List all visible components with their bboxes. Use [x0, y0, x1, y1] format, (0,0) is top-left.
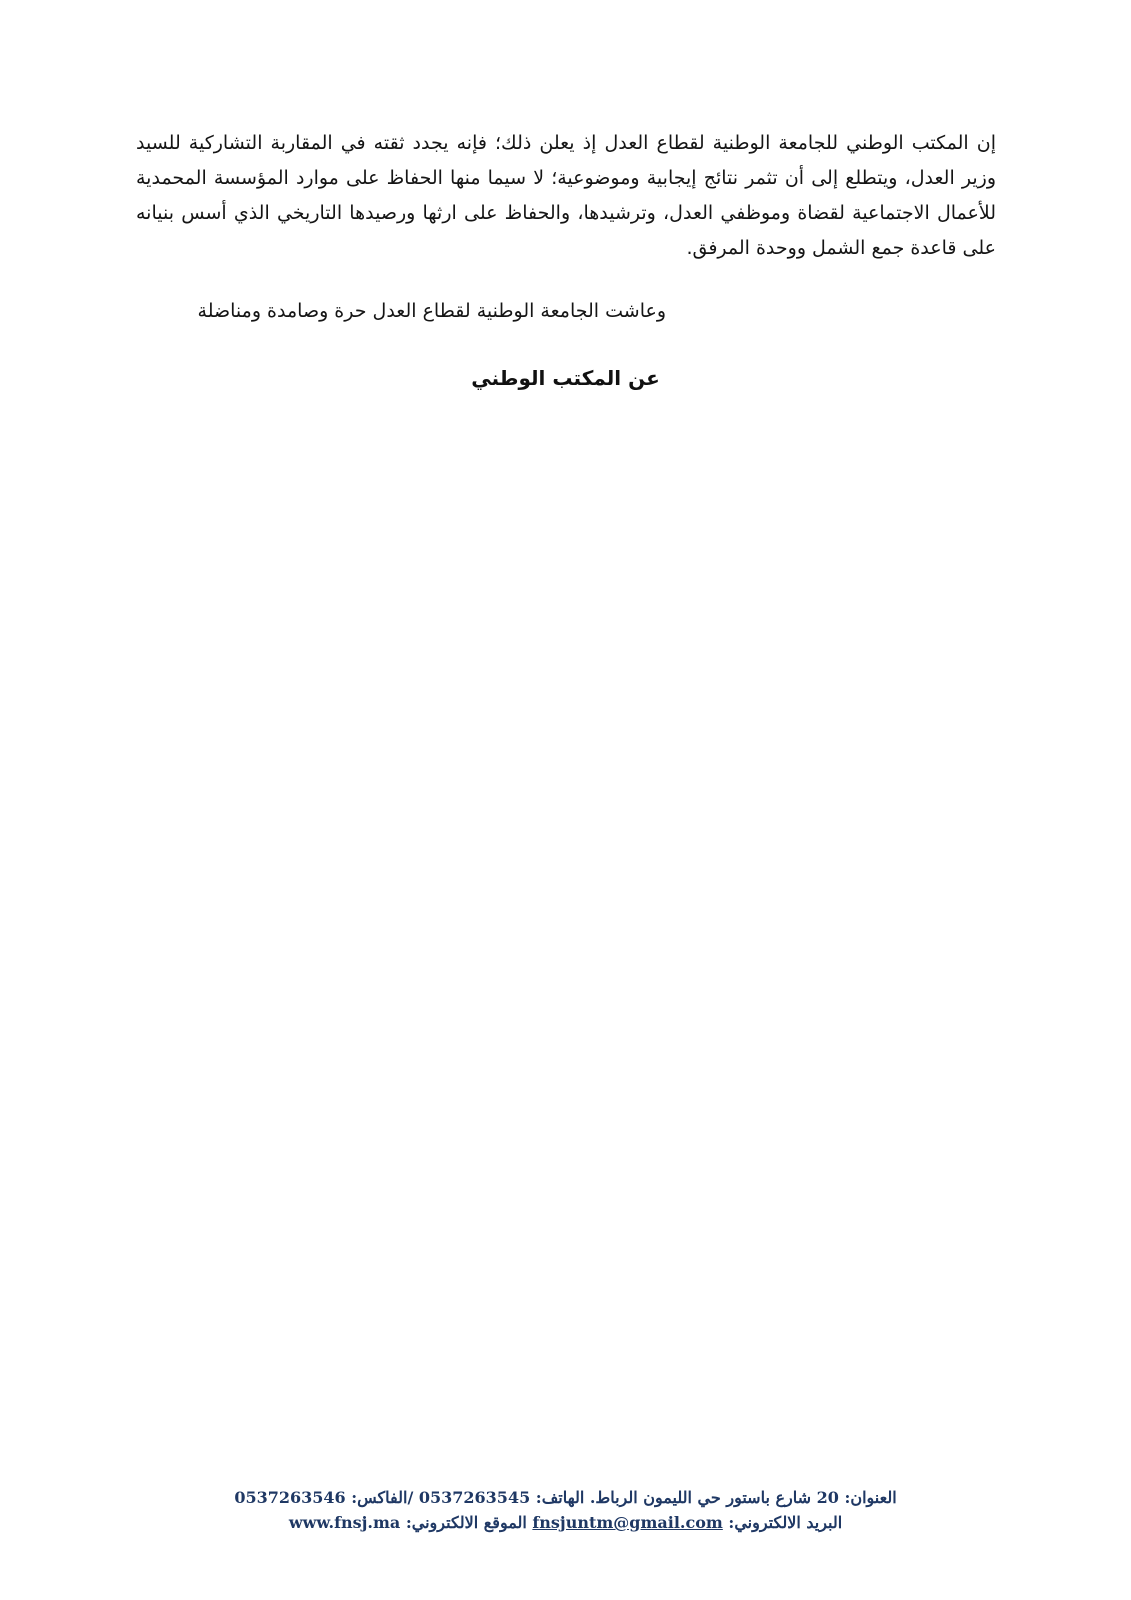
address-text: شارع باستور حي الليمون الرباط. الهاتف:	[535, 1488, 812, 1507]
footer	[0, 1485, 1131, 1535]
address-label: العنوان:	[844, 1488, 897, 1507]
paragraph-text: إن المكتب الوطني للجامعة الوطنية لقطاع العدل إذ يعلن ذلك؛ فإنه يجدد ثقته في المقاربة التشاركية للسيد وزير العدل، ويتطلع إلى أن تثمر نتائج إيجابية وموضوعية؛ لا سيما منها الحفاظ على موارد المؤسسة المحمدية للأعمال الاجتماعية لقضاة وموظفي العدل، وترشيدها، والحفاظ على ارثها ورصيدها التاريخي الذي أسس بنيانه على قاعدة جمع الشمل ووحدة المرفق.	[136, 132, 996, 259]
footer-address-line	[0, 1485, 1131, 1510]
phone-number: 0537263545	[418, 1488, 531, 1507]
website-label: الموقع الالكتروني:	[405, 1513, 527, 1532]
fax-label: /الفاكس:	[351, 1488, 414, 1507]
footer-contact-line	[0, 1510, 1131, 1535]
email-label: البريد الالكتروني:	[728, 1513, 843, 1532]
closing-line	[136, 294, 996, 329]
closing-text: وعاشت الجامعة الوطنية لقطاع العدل حرة وصامدة ومناضلة	[197, 300, 666, 322]
body-paragraph	[136, 126, 996, 266]
address-number: 20	[816, 1488, 839, 1507]
email-link[interactable]: fnsjuntm@gmail.com	[532, 1513, 723, 1532]
signature: عن المكتب الوطني	[471, 366, 660, 390]
website-link[interactable]: www.fnsj.ma	[288, 1513, 401, 1532]
fax-number: 0537263546	[234, 1488, 346, 1507]
